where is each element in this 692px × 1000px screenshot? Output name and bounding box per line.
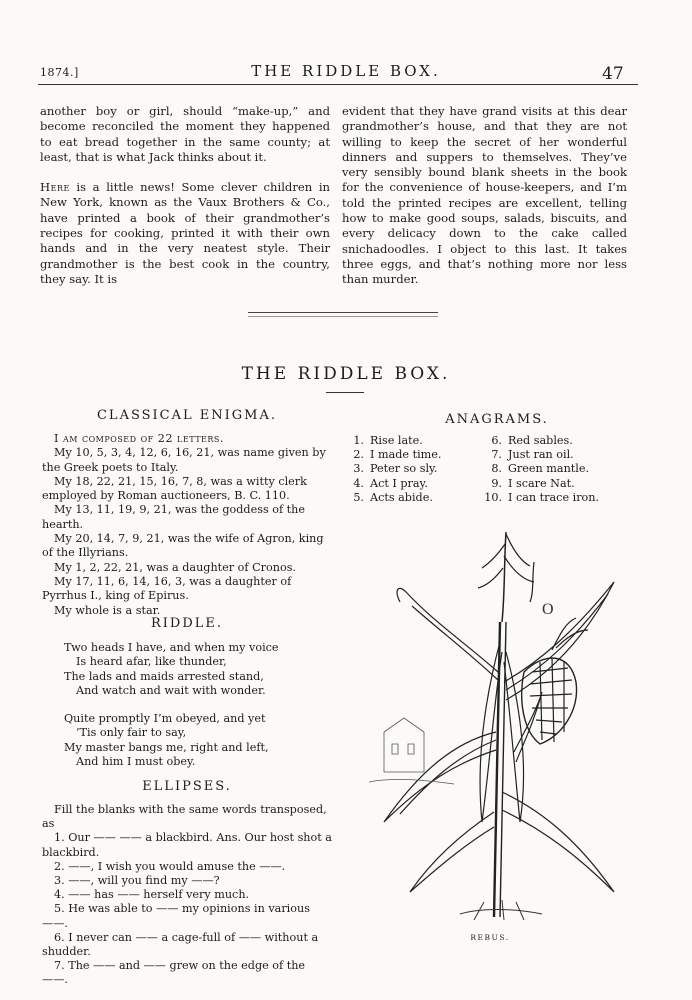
ellipses-heading: ELLIPSES. [142,779,232,794]
verse-line: ’Tis only fair to say, [76,726,187,740]
enigma-heading: CLASSICAL ENIGMA. [96,408,277,423]
header-year: 1874.] [40,66,79,79]
riddle-box-title: THE RIDDLE BOX. [241,364,451,384]
verse-line: My master bangs me, right and left, [64,740,269,754]
enigma-body [42,432,332,618]
verse-line: The lads and maids arrested stand, [64,669,264,683]
enigma-line: My whole is a star. [54,603,161,617]
anagram-text: Green mantle. [508,462,590,476]
anagram-number: 4. [353,476,364,490]
anagram-item [346,448,441,462]
title-underline [326,392,364,393]
enigma-line: My 17, 11, 6, 14, 16, 3, was a daughter of Pyrrhus I., king of Epirus. [42,574,292,603]
anagram-number: 2. [353,448,364,462]
anagram-number: 10. [484,490,502,504]
ellipses-item: 3. ——, will you find my ——? [54,874,220,888]
anagram-item [484,462,599,476]
rebus-corn-illustration [364,522,634,927]
verse-line: Two heads I have, and when my voice [64,641,279,654]
ellipses-item: 6. I never can —— a cage-full of —— without a shudder. [42,930,319,959]
anagram-number: 3. [353,462,364,476]
anagram-number: 5. [353,490,364,504]
enigma-line [42,432,332,446]
anagram-text: I can trace iron. [508,490,600,504]
enigma-line: My 18, 22, 21, 15, 16, 7, 8, was a witty clerk employed by Roman auctioneers, B. C. 110. [42,474,307,503]
top-right-column [342,104,627,288]
ellipses-item: 2. ——, I wish you would amuse the ——. [54,859,286,873]
page-number: 47 [602,64,624,84]
anagram-text: I scare Nat. [508,476,575,490]
rebus-caption: REBUS. [470,933,510,942]
enigma-line: My 13, 11, 19, 9, 21, was the goddess of the hearth. [42,503,306,531]
section-divider-thin [248,316,438,317]
paragraph-news [40,180,330,287]
anagram-item [484,434,599,448]
ellipses-item: 5. He was able to —— my opinions in various ——. [42,902,310,930]
running-title: THE RIDDLE BOX. [251,62,441,80]
enigma-line-text: I am composed of 22 letters. [54,432,224,445]
ellipses-item: 4. —— has —— herself very much. [54,888,250,902]
anagram-number: 1. [353,434,364,447]
anagram-number: 6. [491,434,502,447]
anagrams-column-2 [484,434,599,505]
riddle-heading: RIDDLE. [150,616,224,631]
anagram-item [484,491,599,505]
anagram-item [346,434,441,448]
anagram-item [484,448,599,462]
news-text: is a little news! Some clever children in New York, known as the Vaux Brothers & Co., have printed a book of their grandmother’s recipes for cooking, printed it with their own hands and in the very neatest style. Their grandmother is the best cook in the country, they say. It is [40,180,330,286]
section-divider [248,312,438,313]
verse-line: Is heard afar, like thunder, [76,655,227,669]
anagram-number: 7. [491,448,502,462]
anagram-text: Just ran oil. [508,448,574,462]
paragraph-grandmother: evident that they have grand visits at this dear grandmother’s house, and that they are not willing to keep the secret of her wonderful dinners and suppers to themselves. They’ve very sensibly bound blank sheets in the book for the convenience of house-keepers, and I’m told the printed recipes are excellent, telling how to make good soups, salads, biscuits, and every delicacy down to the cake called snichadoodles. I object to this last. It takes three eggs, and that’s nothing more nor less than murder. [342,104,627,287]
anagram-text: I made time. [370,448,442,462]
ellipses-item: 7. The —— and —— grew on the edge of the ——. [42,959,306,987]
verse-line: And him I must obey. [76,755,196,769]
top-left-column [40,104,330,287]
anagram-text: Red sables. [508,434,573,447]
anagrams-heading: ANAGRAMS. [445,412,549,427]
anagram-number: 8. [491,462,502,476]
ellipses-intro: Fill the blanks with the same words transposed, as [42,803,327,831]
enigma-line: My 10, 5, 3, 4, 12, 6, 16, 21, was name given by the Greek poets to Italy. [42,446,326,474]
anagram-text: Act I pray. [370,476,428,490]
news-lead-word: Here [40,180,70,195]
enigma-line: My 20, 14, 7, 9, 21, was the wife of Agron, king of the Illyrians. [42,532,324,560]
anagram-item [346,477,441,491]
anagram-text: Acts abide. [370,490,433,504]
anagrams-column-1 [346,434,441,505]
enigma-line: My 1, 2, 22, 21, was a daughter of Cronos. [54,560,296,574]
ellipses-example: 1. Our —— —— a blackbird. Ans. Our host shot a blackbird. [42,831,332,859]
ellipses-body [42,803,332,988]
anagram-item [484,477,599,491]
riddle-verse [64,641,334,769]
anagram-item [346,491,441,505]
anagram-item [346,462,441,476]
header-rule [38,84,638,85]
verse-line: And watch and wait with wonder. [76,683,266,697]
verse-line: Quite promptly I’m obeyed, and yet [64,712,266,726]
anagram-text: Rise late. [370,434,423,447]
anagram-text: Peter so sly. [370,462,438,476]
rebus-ear-letters: O [542,601,554,618]
paragraph-make-up: another boy or girl, should “make-up,” and become reconciled the moment they happened to eat bread together in the same county; at least, that is what Jack thinks about it. [40,104,330,164]
anagram-number: 9. [491,476,502,490]
